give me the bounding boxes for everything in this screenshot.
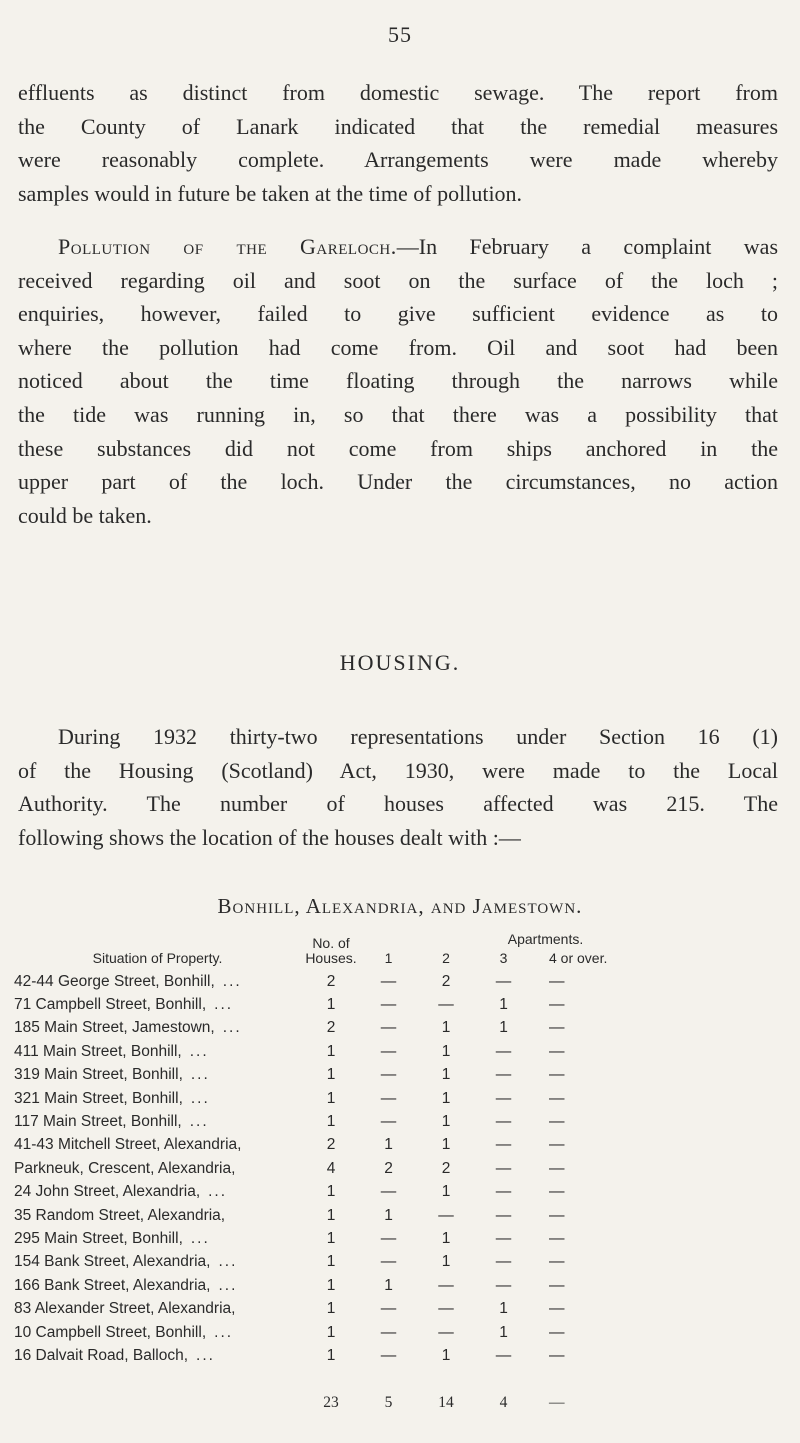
apt-3-cell: —: [495, 1276, 512, 1294]
paragraph-housing: [18, 720, 778, 854]
situation-text: 35 Random Street, Alexandria,: [14, 1206, 226, 1224]
situation-cell: [14, 1110, 301, 1133]
houses-cell: 4: [326, 1159, 336, 1177]
text-line: were reasonably complete. Arrangements were made whereby: [18, 147, 778, 173]
situation-text: 166 Bank Street, Alexandria,: [14, 1276, 211, 1294]
header-situation: Situation of Property.: [92, 950, 223, 966]
table-row: [14, 1227, 800, 1250]
houses-cell: 1: [326, 1113, 336, 1131]
leader-dots: ...: [189, 1042, 209, 1060]
apt-2-cell: —: [438, 1323, 454, 1341]
apt-2-cell: 1: [441, 1136, 451, 1154]
apt-2-cell: —: [438, 1276, 454, 1294]
apt-2-cell: 1: [441, 1019, 451, 1037]
situation-cell: [14, 1134, 301, 1157]
table-row: [14, 1321, 800, 1344]
text-line-rest: In February a complaint was: [418, 234, 779, 259]
apt-3-cell: 1: [499, 1323, 508, 1341]
total-apt-4-or-over: —: [549, 1393, 565, 1411]
text-line: following shows the location of the houses dealt with :—: [18, 824, 521, 850]
apt-1-cell: 1: [384, 1276, 393, 1294]
housing-table: [14, 932, 800, 1416]
apt-1-cell: —: [380, 1019, 397, 1037]
apt-1-cell: —: [380, 972, 397, 990]
text-line: noticed about the time floating through the narrows while: [18, 368, 778, 394]
paragraph-effluents: [18, 76, 778, 210]
houses-cell: 2: [326, 1136, 336, 1154]
apt-1-cell: —: [380, 1300, 397, 1318]
apt-3-cell: 1: [499, 996, 508, 1014]
text-line: where the pollution had come from. Oil and soot had been: [18, 334, 778, 360]
apt-2-cell: —: [438, 996, 454, 1014]
houses-cell: 1: [326, 1229, 336, 1247]
table-row: [14, 1157, 800, 1180]
situation-cell: [14, 1274, 301, 1297]
apt-1-cell: —: [380, 1183, 397, 1201]
apt-1-cell: —: [380, 1089, 397, 1107]
apt-3-cell: —: [495, 1346, 512, 1364]
apt-1-cell: 1: [384, 1136, 393, 1154]
page-number: 55: [388, 22, 412, 47]
text-line: these substances did not come from ships anchored in the: [18, 435, 778, 461]
leader-dots: ...: [196, 1346, 215, 1364]
apt-3-cell: —: [495, 1253, 512, 1271]
apt-4-or-over-cell: —: [549, 1300, 565, 1318]
table-row: [14, 1181, 800, 1204]
apt-4-or-over-cell: —: [549, 1183, 565, 1201]
text-line: the County of Lanark indicated that the remedial measures: [18, 113, 778, 139]
table-row: [14, 1040, 800, 1063]
situation-cell: [14, 1227, 301, 1250]
apt-4-or-over-cell: —: [549, 1276, 565, 1294]
apt-3-cell: —: [495, 1042, 512, 1060]
houses-cell: 1: [326, 1183, 336, 1201]
table-row: [14, 1251, 800, 1274]
houses-cell: 1: [326, 1323, 336, 1341]
text-line: enquiries, however, failed to give sufficient evidence as to: [18, 301, 778, 327]
houses-cell: 1: [326, 1089, 336, 1107]
houses-cell: 1: [326, 1206, 336, 1224]
houses-cell: 2: [326, 1019, 336, 1037]
apt-2-cell: —: [438, 1300, 454, 1318]
houses-cell: 1: [326, 1042, 336, 1060]
situation-text: 117 Main Street, Bonhill,: [14, 1113, 182, 1131]
table-row: [14, 993, 800, 1016]
apt-2-cell: 1: [441, 1089, 451, 1107]
situation-cell: [14, 1087, 301, 1110]
leader-dots: ...: [214, 996, 234, 1014]
situation-cell: [14, 1181, 301, 1204]
situation-cell: [14, 1204, 301, 1227]
text-line: received regarding oil and soot on the surface of the loch ;: [18, 267, 778, 293]
houses-cell: 1: [326, 1253, 336, 1271]
apt-3-cell: —: [495, 1183, 512, 1201]
table-row: [14, 1274, 800, 1297]
apt-4-or-over-cell: —: [549, 1066, 565, 1084]
situation-text: 411 Main Street, Bonhill,: [14, 1042, 182, 1060]
apt-4-or-over-cell: —: [549, 1229, 565, 1247]
table-row: [14, 1087, 800, 1110]
houses-cell: 1: [326, 1300, 336, 1318]
houses-cell: 1: [326, 1066, 336, 1084]
apt-4-or-over-cell: —: [549, 1042, 565, 1060]
apt-2-cell: 2: [441, 972, 451, 990]
apt-4-or-over-cell: —: [549, 1206, 565, 1224]
apt-1-cell: —: [380, 1323, 397, 1341]
section-heading-housing: HOUSING.: [339, 650, 461, 675]
text-line: of the Housing (Scotland) Act, 1930, were made to the Local: [18, 757, 778, 783]
houses-cell: 1: [326, 996, 336, 1014]
totals-row: [14, 1368, 800, 1416]
apt-4-or-over-cell: —: [549, 996, 565, 1014]
text-line: Pollution of the Gareloch.—In February a complaint was: [58, 234, 779, 259]
situation-text: 41-43 Mitchell Street, Alexandria,: [14, 1136, 242, 1154]
table-header-row-top: [14, 932, 800, 951]
situation-text: 16 Dalvait Road, Balloch,: [14, 1346, 189, 1364]
table-row: [14, 1344, 800, 1367]
situation-cell: [14, 1017, 301, 1040]
apt-3-cell: —: [495, 1066, 512, 1084]
apt-1-cell: —: [380, 1113, 397, 1131]
apt-3-cell: —: [495, 1113, 512, 1131]
table-row: [14, 970, 800, 993]
table-row: [14, 1064, 800, 1087]
leader-dots: ...: [189, 1113, 209, 1131]
text-line: upper part of the loch. Under the circumstances, no action: [18, 469, 778, 495]
situation-cell: [14, 1297, 301, 1320]
table-row: [14, 1204, 800, 1227]
apt-4-or-over-cell: —: [549, 1346, 565, 1364]
leader-dots: ...: [190, 1229, 210, 1247]
apt-2-cell: 1: [441, 1183, 451, 1201]
apt-4-or-over-cell: —: [549, 1136, 565, 1154]
gareloch-heading: Pollution of the Gareloch.: [58, 234, 397, 259]
situation-cell: [14, 1040, 301, 1063]
situation-cell: [14, 1321, 301, 1344]
situation-cell: [14, 1064, 301, 1087]
totals-label: [14, 1368, 301, 1416]
apt-4-or-over-cell: —: [549, 1089, 565, 1107]
apt-4-or-over-cell: —: [549, 1019, 565, 1037]
apt-1-cell: —: [380, 1346, 397, 1364]
leader-dots: ...: [214, 1323, 234, 1341]
apt-2-cell: 2: [441, 1159, 451, 1177]
total-apt-1: 5: [384, 1393, 393, 1411]
houses-cell: 1: [326, 1276, 336, 1294]
leader-dots: ...: [222, 1019, 242, 1037]
header-houses: No. of Houses.: [305, 935, 357, 966]
leader-dots: ...: [218, 1253, 238, 1271]
text-line: During 1932 thirty-two representations under Section 16 (1): [58, 724, 778, 749]
situation-text: 321 Main Street, Bonhill,: [14, 1089, 183, 1107]
situation-cell: [14, 1157, 301, 1180]
table-row: [14, 1110, 800, 1133]
leader-dots: ...: [190, 1066, 210, 1084]
situation-text: 319 Main Street, Bonhill,: [14, 1066, 183, 1084]
situation-cell: [14, 1344, 301, 1367]
text-line: samples would in future be taken at the time of pollution.: [18, 180, 523, 206]
header-apt-3: 3: [499, 950, 508, 966]
apt-1-cell: —: [380, 1253, 397, 1271]
situation-cell: [14, 970, 301, 993]
apt-1-cell: —: [380, 1066, 397, 1084]
apt-3-cell: —: [495, 1159, 512, 1177]
apt-4-or-over-cell: —: [549, 1323, 565, 1341]
apt-3-cell: 1: [499, 1300, 508, 1318]
apt-2-cell: 1: [441, 1066, 451, 1084]
apt-3-cell: —: [495, 1206, 512, 1224]
apt-4-or-over-cell: —: [549, 972, 565, 990]
apt-2-cell: 1: [441, 1042, 451, 1060]
header-apartments: Apartments.: [507, 931, 584, 947]
leader-dots: ...: [208, 1183, 228, 1201]
table-row: [14, 1297, 800, 1320]
apt-2-cell: 1: [441, 1229, 451, 1247]
situation-text: 295 Main Street, Bonhill,: [14, 1229, 183, 1247]
situation-text: 154 Bank Street, Alexandria,: [14, 1253, 211, 1271]
apt-4-or-over-cell: —: [549, 1253, 565, 1271]
situation-cell: [14, 1251, 301, 1274]
table-body: [14, 970, 800, 1368]
houses-cell: 2: [326, 972, 336, 990]
header-apt-4-or-over: 4 or over.: [549, 950, 608, 966]
header-apt-1: 1: [384, 950, 393, 966]
apt-2-cell: —: [438, 1206, 454, 1224]
situation-cell: [14, 993, 301, 1016]
apt-4-or-over-cell: —: [549, 1113, 565, 1131]
leader-dots: ...: [222, 972, 242, 990]
apt-1-cell: —: [380, 1229, 397, 1247]
apt-2-cell: 1: [441, 1113, 451, 1131]
text-line: the tide was running in, so that there was a possibility that: [18, 401, 778, 427]
paragraph-gareloch: [18, 230, 778, 532]
situation-text: 83 Alexander Street, Alexandria,: [14, 1300, 236, 1318]
situation-text: 185 Main Street, Jamestown,: [14, 1019, 215, 1037]
apt-2-cell: 1: [441, 1346, 451, 1364]
apt-3-cell: —: [495, 1229, 512, 1247]
text-line: could be taken.: [18, 502, 152, 528]
situation-text: 42-44 George Street, Bonhill,: [14, 972, 215, 990]
apt-1-cell: 2: [384, 1159, 393, 1177]
leader-dots: ...: [218, 1276, 238, 1294]
total-apt-2: 14: [438, 1393, 454, 1411]
apt-4-or-over-cell: —: [549, 1159, 565, 1177]
text-line: Authority. The number of houses affected was 215. The: [18, 791, 778, 817]
apt-1-cell: —: [380, 996, 397, 1014]
situation-text: 71 Campbell Street, Bonhill,: [14, 996, 207, 1014]
total-houses: 23: [323, 1393, 339, 1411]
situation-text: 10 Campbell Street, Bonhill,: [14, 1323, 207, 1341]
table-title: Bonhill, Alexandria, and Jamestown.: [217, 894, 583, 918]
apt-2-cell: 1: [441, 1253, 451, 1271]
text-line: effluents as distinct from domestic sewage. The report from: [18, 80, 778, 105]
apt-1-cell: 1: [384, 1206, 393, 1224]
apt-3-cell: —: [495, 1136, 512, 1154]
header-apt-2: 2: [442, 950, 450, 966]
situation-text: Parkneuk, Crescent, Alexandria,: [14, 1159, 236, 1177]
apt-3-cell: —: [495, 1089, 512, 1107]
leader-dots: ...: [190, 1089, 210, 1107]
situation-text: 24 John Street, Alexandria,: [14, 1183, 201, 1201]
table-row: [14, 1017, 800, 1040]
table-row: [14, 1134, 800, 1157]
apt-3-cell: 1: [499, 1019, 508, 1037]
apt-1-cell: —: [380, 1042, 397, 1060]
apt-3-cell: —: [495, 972, 512, 990]
houses-cell: 1: [326, 1346, 336, 1364]
total-apt-3: 4: [499, 1393, 508, 1411]
